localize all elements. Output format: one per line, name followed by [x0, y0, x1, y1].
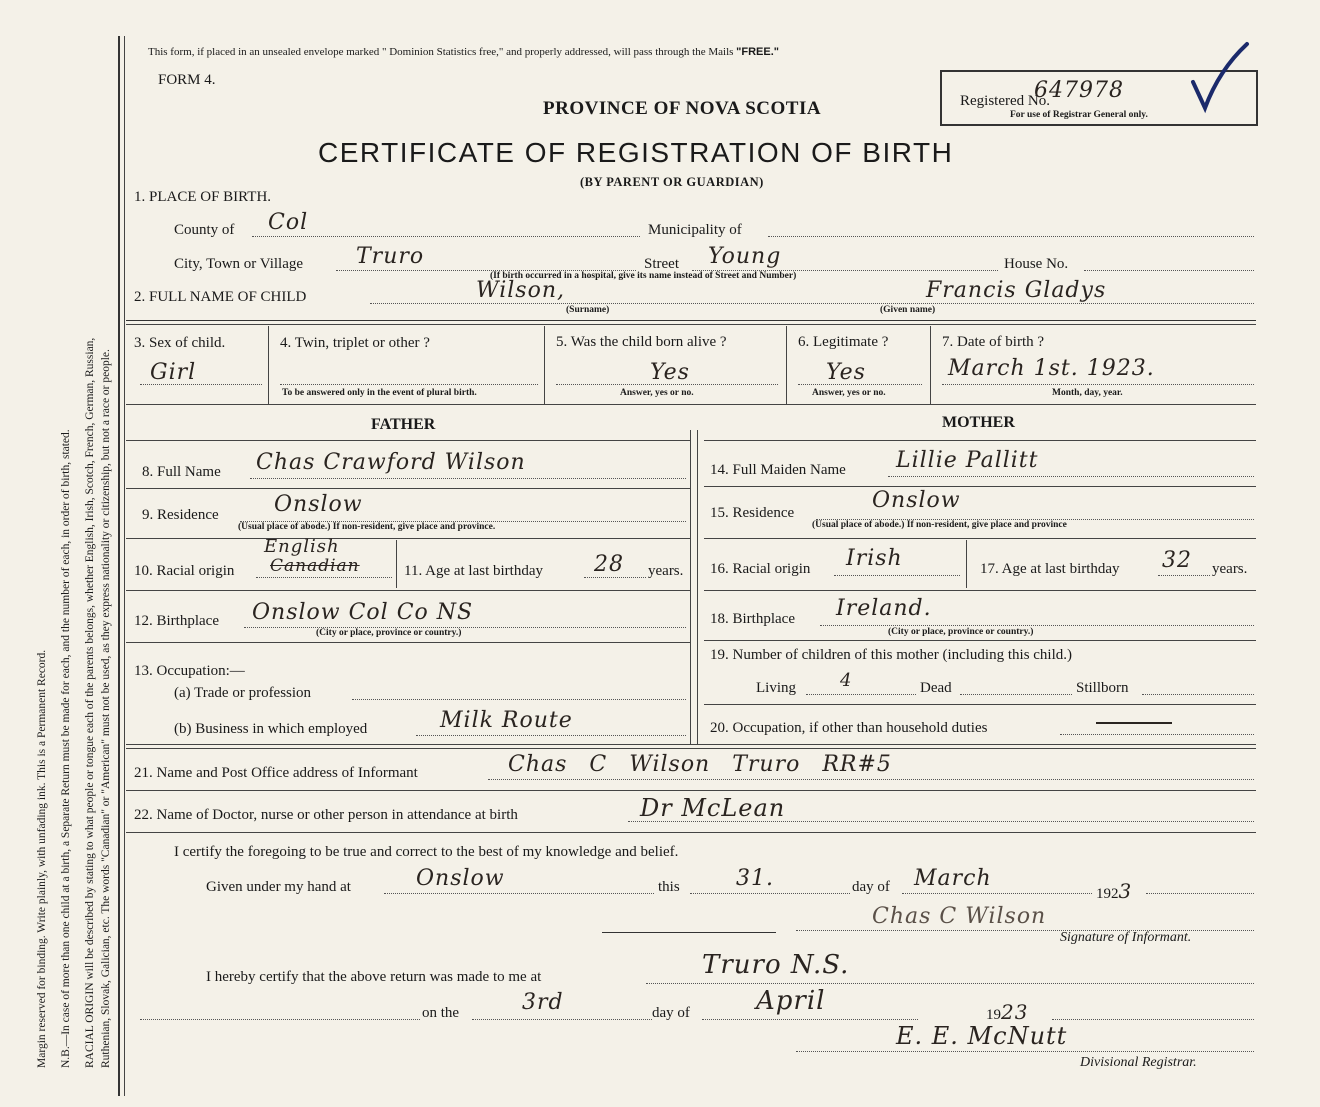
margin-note-1: Margin reserved for binding. Write plainly, with unfading ink. This is a Permanent Record. — [36, 649, 48, 1068]
city-label: City, Town or Village — [174, 256, 304, 272]
legit-label: 6. Legitimate ? — [798, 334, 889, 350]
child-surname: Wilson, — [476, 278, 565, 303]
this-label: this — [658, 879, 680, 895]
dead-label: Dead — [920, 680, 952, 696]
street-label: Street — [644, 256, 679, 272]
informant-value: Chas C Wilson Truro RR#5 — [508, 752, 892, 777]
doctor-label: 22. Name of Doctor, nurse or other person in attendance at birth — [134, 807, 518, 823]
cert-day: 31. — [736, 866, 774, 891]
registrar-statement: I hereby certify that the above return was made to me at — [206, 969, 542, 985]
dob-note: Month, day, year. — [1052, 388, 1123, 398]
father-trade-label: (a) Trade or profession — [174, 685, 312, 701]
father-res-label: 9. Residence — [142, 507, 219, 523]
street-value: Young — [708, 244, 782, 269]
page-title: CERTIFICATE OF REGISTRATION OF BIRTH — [318, 137, 954, 168]
registered-number: 647978 — [1034, 78, 1124, 103]
mother-age-value: 32 — [1162, 548, 1192, 573]
twin-label: 4. Twin, triplet or other ? — [280, 335, 430, 351]
given-caption: (Given name) — [880, 305, 936, 315]
father-abode-note: (Usual place of abode.) If non-resident, give place and province. — [238, 522, 496, 532]
father-bp-note: (City or place, province or country.) — [316, 628, 462, 638]
registrar-month: April — [756, 986, 826, 1016]
alive-note: Answer, yes or no. — [620, 388, 694, 398]
province: PROVINCE OF NOVA SCOTIA — [543, 98, 822, 119]
day-of-label: day of — [852, 879, 890, 895]
father-age-value: 28 — [594, 552, 624, 577]
municipality-label: Municipality of — [648, 222, 742, 238]
form-number: FORM 4. — [158, 72, 216, 88]
mother-bp-value: Ireland. — [836, 596, 932, 621]
father-race-struck: Canadian — [270, 556, 360, 576]
mother-res-value: Onslow — [872, 488, 961, 513]
mother-years: years. — [1212, 561, 1248, 577]
father-years: years. — [648, 563, 684, 579]
informant-signature: Chas C Wilson — [872, 904, 1047, 929]
father-age-label: 11. Age at last birthday — [404, 563, 543, 579]
father-name-value: Chas Crawford Wilson — [256, 450, 526, 475]
registrar-place: Truro N.S. — [702, 950, 850, 980]
county-label: County of — [174, 222, 235, 238]
given-label: Given under my hand at — [206, 879, 351, 895]
dob-value: March 1st. 1923. — [948, 356, 1155, 381]
hospital-note: (If birth occurred in a hospital, give its name instead of Street and Number) — [490, 271, 797, 281]
mother-age-label: 17. Age at last birthday — [980, 561, 1120, 577]
father-business-value: Milk Route — [440, 708, 573, 733]
doctor-value: Dr McLean — [640, 794, 786, 822]
county-value: Col — [268, 210, 309, 235]
legit-note: Answer, yes or no. — [812, 388, 886, 398]
margin-note-2: N.B.—In case of more than one child at a birth, a Separate Return must be made for each, and the number of each, in order of birth, stated. — [60, 429, 72, 1068]
registered-label: Registered No. — [960, 93, 1050, 109]
sex-label: 3. Sex of child. — [134, 335, 226, 351]
informant-label: 21. Name and Post Office address of Informant — [134, 765, 418, 781]
registrar-caption: Divisional Registrar. — [1080, 1055, 1197, 1070]
father-race-value: English — [264, 536, 340, 557]
binding-rule — [118, 36, 120, 1096]
mother-abode-note: (Usual place of abode.) If non-resident, give place and province — [812, 520, 1067, 530]
stillborn-label: Stillborn — [1076, 680, 1129, 696]
registrar-day-of: day of — [652, 1005, 690, 1021]
father-occ-label: 13. Occupation:— — [134, 663, 245, 679]
mother-children-label: 19. Number of children of this mother (including this child.) — [710, 647, 1073, 663]
mother-race-value: Irish — [846, 546, 903, 571]
page-subtitle: (BY PARENT OR GUARDIAN) — [580, 175, 764, 189]
signature-caption: Signature of Informant. — [1060, 930, 1192, 945]
registrar-note: For use of Registrar General only. — [1010, 110, 1148, 120]
cert-statement: I certify the foregoing to be true and correct to the best of my knowledge and belief. — [174, 844, 679, 860]
mother-name-value: Lillie Pallitt — [896, 448, 1039, 473]
mother-res-label: 15. Residence — [710, 505, 795, 521]
registrar-signature: E. E. McNutt — [896, 1022, 1068, 1050]
cert-month: March — [914, 866, 992, 891]
house-label: House No. — [1004, 256, 1069, 272]
living-label: Living — [756, 680, 796, 696]
mother-name-label: 14. Full Maiden Name — [710, 462, 846, 478]
registrar-year: 1923 — [986, 1000, 1029, 1024]
twin-note: To be answered only in the event of plural birth. — [282, 388, 477, 398]
child-name-label: 2. FULL NAME OF CHILD — [134, 289, 307, 305]
mother-occ-label: 20. Occupation, if other than household duties — [710, 720, 988, 736]
alive-value: Yes — [650, 360, 690, 385]
father-bp-value: Onslow Col Co NS — [252, 600, 474, 625]
registrar-day: 3rd — [522, 990, 564, 1015]
legit-value: Yes — [826, 360, 866, 385]
alive-label: 5. Was the child born alive ? — [556, 334, 727, 350]
mother-bp-label: 18. Birthplace — [710, 611, 795, 627]
mother-bp-note: (City or place, province or country.) — [888, 627, 1034, 637]
father-res-value: Onslow — [274, 492, 363, 517]
father-business-label: (b) Business in which employed — [174, 721, 368, 737]
mother-heading: MOTHER — [942, 414, 1015, 431]
on-the-label: on the — [422, 1005, 460, 1021]
father-name-label: 8. Full Name — [142, 464, 221, 480]
father-bp-label: 12. Birthplace — [134, 613, 219, 629]
city-value: Truro — [356, 244, 425, 269]
margin-note-4: Ruthenian, Slovak, Galician, etc. The words "Canadian" or "American" must not be used, as they express nationality or citizenship, but not a race or people. — [100, 349, 112, 1068]
father-race-label: 10. Racial origin — [134, 563, 235, 579]
dob-label: 7. Date of birth ? — [942, 334, 1045, 350]
place-heading: 1. PLACE OF BIRTH. — [134, 189, 272, 205]
father-heading: FATHER — [371, 416, 436, 433]
cert-year: 1923 — [1096, 879, 1133, 903]
mail-note: This form, if placed in an unsealed envelope marked " Dominion Statistics free," and properly addressed, will pass through the Mails "FREE." — [148, 46, 779, 58]
living-value: 4 — [840, 670, 853, 691]
surname-caption: (Surname) — [566, 305, 610, 315]
child-given-name: Francis Gladys — [926, 278, 1107, 303]
mother-race-label: 16. Racial origin — [710, 561, 811, 577]
margin-note-3: RACIAL ORIGIN will be described by stating to what people or tongue each of the parents belongs, whether English, Irish, Scotch, French, German, Russian, — [84, 337, 96, 1068]
check-mark-icon — [1185, 40, 1255, 115]
given-place: Onslow — [416, 866, 505, 891]
sex-value: Girl — [150, 360, 197, 385]
binding-rule-inner — [124, 36, 125, 1096]
